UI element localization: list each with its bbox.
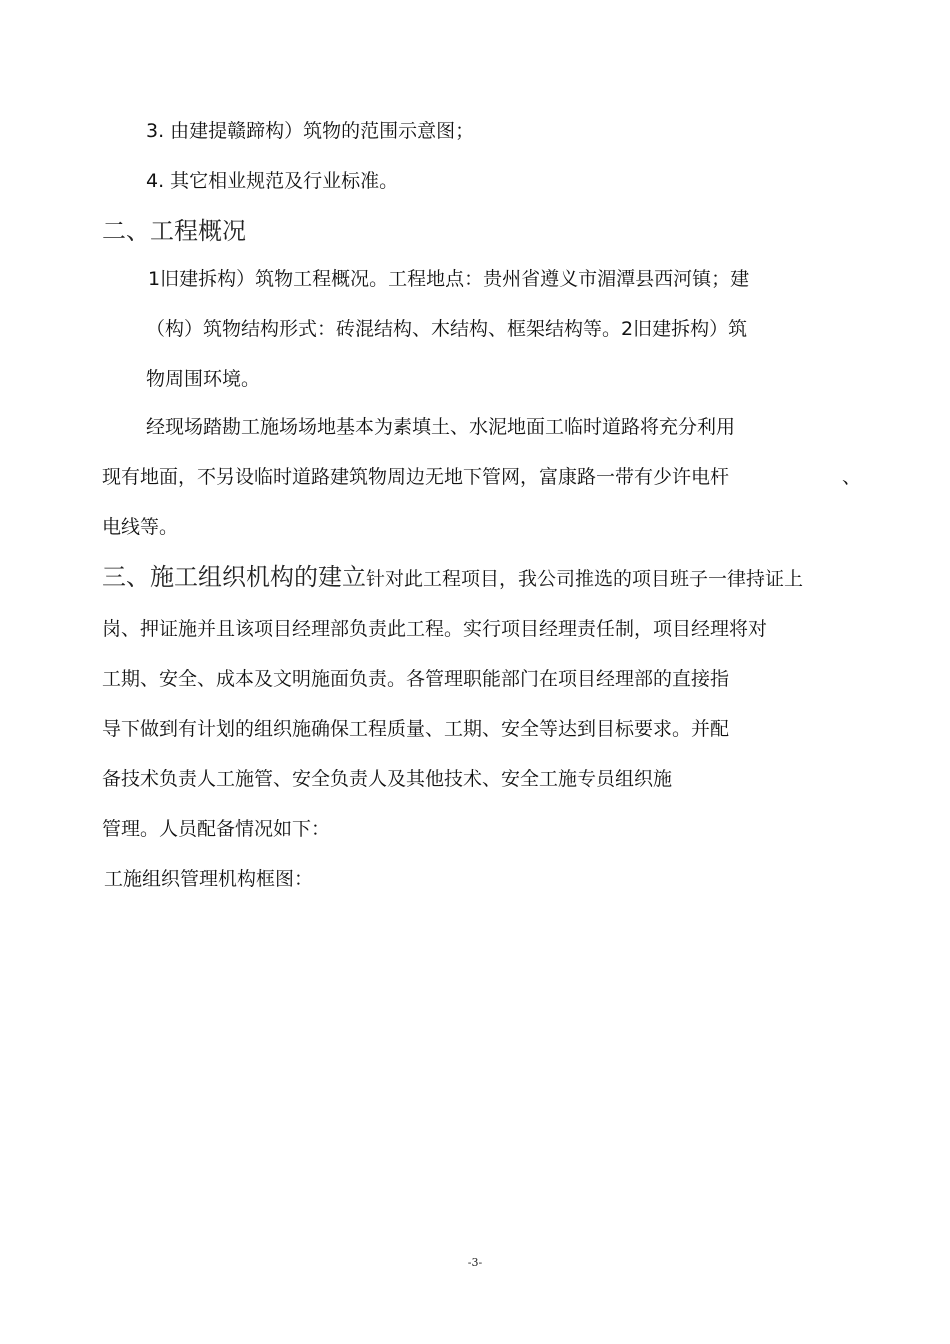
organization-line-1: 针对此工程项目，我公司推选的项目班子一律持证上 [366, 568, 804, 590]
organization-line-5: 备技术负责人工施管、安全负责人及其他技术、安全工施专员组织施 [102, 768, 673, 790]
section-heading-organization [102, 562, 803, 594]
overview-line-3: 物周围环境。 [146, 368, 261, 390]
overview-trailing-mark: 、 [842, 466, 862, 488]
section-heading-organization-title: 三、施工组织机构的建立 [102, 563, 366, 591]
section-heading-project-overview: 二、工程概况 [102, 217, 246, 245]
organization-line-4: 导下做到有计划的组织施确保工程质量、工期、安全等达到目标要求。并配 [102, 718, 730, 740]
list-item-3: 3. 由建提赣蹄构）筑物的范围示意图； [146, 120, 475, 142]
overview-line-6: 电线等。 [102, 516, 179, 538]
overview-line-2: （构）筑物结构形式：砖混结构、木结构、框架结构等。2旧建拆构）筑 [146, 318, 748, 340]
overview-line-4: 经现场踏勘工施场场地基本为素填土、水泥地面工临时道路将充分利用 [146, 416, 736, 438]
organization-chart-caption: 工施组织管理机构框图： [104, 868, 314, 890]
organization-line-3: 工期、安全、成本及文明施面负责。各管理职能部门在项目经理部的直接指 [102, 668, 730, 690]
organization-line-2: 岗、押证施并且该项目经理部负责此工程。实行项目经理责任制，项目经理将对 [102, 618, 768, 640]
list-item-4: 4. 其它相业规范及行业标准。 [146, 170, 399, 192]
overview-line-5: 现有地面，不另设临时道路建筑物周边无地下管网，富康路一带有少许电杆 [102, 466, 730, 488]
page-number: -3- [467, 1256, 483, 1269]
organization-line-6: 管理。人员配备情况如下： [102, 818, 331, 840]
overview-line-1: 1旧建拆构）筑物工程概况。工程地点：贵州省遵义市湄潭县西河镇；建 [148, 268, 750, 290]
